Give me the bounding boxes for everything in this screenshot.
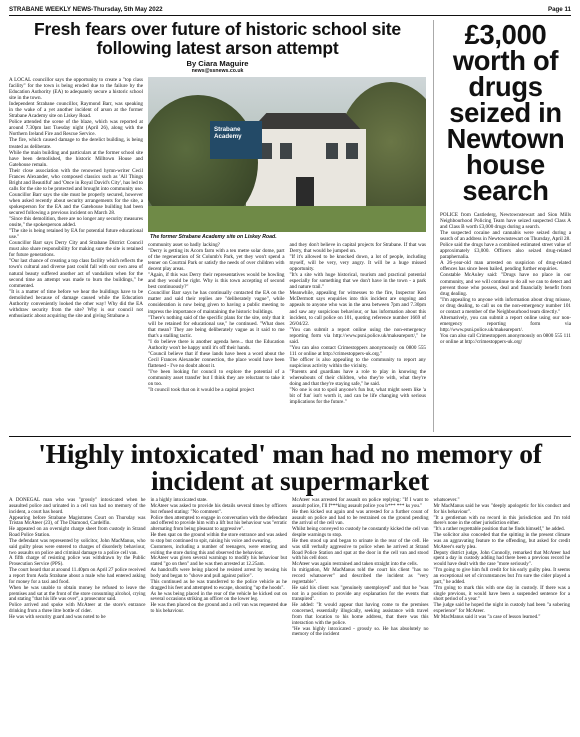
paragraph: Customers, including a number of teenagers, were entering and exiting the store during this and observed the behaviour.: [150, 543, 287, 556]
paragraph: He added: "It would appear that having come to the premises concerned, essentially illogically, seeking assistance with travel from that location to his home address, that there was this interaction with the police.: [292, 602, 429, 626]
paragraph: "There's nothing said of the specific plans for the site, only that it will be retained for educational use," he continued. "What does that mean? They are being deliberately vague as it said to me that's a stalling tactic.: [148, 314, 285, 339]
story3-column-4: [434, 498, 571, 638]
window: [346, 143, 358, 159]
door: [296, 177, 314, 207]
paragraph: "I do believe there is another agenda here... that the Education Authority won't be happy until it's off their hands.: [148, 338, 285, 351]
paragraph: Councillor Barr says Derry City and Strabane District Council must also share responsibility for making sure the site is retained for future generations.: [9, 240, 143, 259]
story3-column-2: [151, 498, 288, 638]
paragraph: "Council believe that if these lands have been a word about the Cecil Frances Alexander connection, the place would have been flattened - I've no doubt about it.: [148, 350, 285, 369]
paragraph: POLICE from Castlederg, Newtownstewart and Sion Mills Neighbourhood Policing Team have seized suspected Class A and Class B worth £3,000 drugs during a search.: [440, 212, 571, 231]
paragraph: The suspected cocaine and cannabis were seized during a search of an address in Newtownstewart on Thursday, April 28.: [440, 230, 571, 243]
paragraph: "It's a site with huge historical, tourism and practical potential especially for something that we don't have in the town - a park and nature trail.": [289, 272, 426, 291]
paragraph: "He was highly intoxicated - grossly so. He has absolutely no memory of the incident: [292, 625, 429, 638]
paragraph: The officer is also appealing to the community to report any suspicious activity within the vicinity.: [289, 356, 426, 369]
paragraph: "I'm going to give him full credit for his early guilty plea. It seems an exceptional set of circumstances but I'm sure the cider played a part," he added.: [433, 567, 570, 585]
paragraph: He was with security guard and was noted to be: [9, 613, 106, 620]
paragraph: A 26-year-old man arrested on suspicion of drug-related offences has since been bailed, pending further enquiries.: [440, 260, 571, 273]
paragraph: "It a gentleman with no record in this jurisdiction and I'm told there's none in the other jurisdiction either.: [433, 514, 570, 527]
paragraph: He said his client was "genuinely unemployed" and that he "was not in a position to provide any explanation for the events that transpired".: [292, 584, 429, 603]
paragraph: Police attended the scene of the blaze, which was reported at around 7.30pm last Tuesday night (April 26), along with the Northern Ireland Fire and Rescue Service.: [9, 119, 143, 138]
paragraph: While the main building and particulars at the former school site have been demolished, the historic Milltown House and Gatehouse remain.: [9, 149, 143, 168]
byline-email: news@ssnews.co.uk: [191, 68, 244, 74]
paragraph: Their close association with the renowned hymn-writer Cecil Frances Alexander, who composed classics such as 'All Things Bright and Beautiful' and 'Once in Royal David's City', has led to calls for the site to be protected and brought into community use.: [9, 167, 143, 192]
paragraph: "It's a rather regrettable position that he finds himself," he added.: [433, 526, 565, 533]
page-number: Page 11: [547, 6, 571, 13]
lawn: [148, 206, 426, 232]
window: [326, 143, 338, 159]
paragraph: "It council took that on it would be a capital project: [148, 387, 255, 394]
paragraph: in a highly intoxicated state.: [150, 497, 208, 503]
paragraph: A LOCAL councillor says the opportunity to create a "top class facility" for the town is being eroded due to the failure by the Education Authority (EA) to adequately secure a historic school site in the town.: [9, 77, 143, 102]
paragraph: "Again, if this was Derry their representatives would be howling and they would be right. Why is this town accepting of second best continuously?": [148, 272, 285, 291]
paragraph: "Parents and guardians have a role to play in knowing the whereabouts of their children, who they're with, what they're doing and that they're staying safe," he said.: [289, 368, 426, 388]
story1-column-2: [148, 242, 285, 405]
story-intoxicated-man: [9, 436, 571, 638]
paragraph: McAteer was arrested for assault on police replying: "If I want to assault police, I'll f***king assault police you b*** *** ks you.": [292, 497, 429, 509]
paragraph: McAteer was asked to provide his details several times by officers but refused stating: "No comment".: [150, 502, 287, 515]
paragraph: "The site is being retained by EA for potential future educational use.": [9, 228, 143, 241]
paragraph: "Since this demolition, there are no longer any security measures onsite," the spokesperson added.: [9, 216, 143, 229]
paragraph: McAteer was given several warnings to modify his behaviour but stated "go on then" and he was then arrested at 12.25am.: [150, 555, 287, 568]
masthead: STRABANE WEEKLY NEWS-Thursday, 5th May 2022: [9, 6, 163, 13]
story3-column-3: [292, 498, 429, 638]
window: [280, 143, 292, 159]
paragraph: He then kicked out again and was arrested for a further count of assault on police and had to be restrained on the ground pending the arrival of the cell van.: [292, 508, 429, 527]
paragraph: The fire, which caused damage to the derelict building, is being treated as deliberate.: [9, 137, 143, 150]
paragraph: Mr MacManus said it was "a case of lesson learned.": [433, 613, 541, 620]
paragraph: He appeared on an overnight charge sheet from custody in Strand Road Police Station.: [9, 526, 146, 539]
paragraph: Independent Strabane councillor, Raymond Barr, was speaking in the wake of a yet another incident of arson at the former Strabane Academy site on Liskey Road.: [9, 101, 143, 120]
story-drugs-seized: [433, 20, 571, 432]
story2-column: [440, 212, 571, 345]
paragraph: The solicitor also conceded that the spitting in the present climate was an aggravating feature to the offending, but asked for credit McAteer's early plea.: [433, 532, 570, 550]
paragraph: He then spat on the ground within the store entrance and was asked to stop but continued to spit, raising his voice and swearing.: [150, 532, 287, 544]
story1-column-3: [290, 242, 427, 405]
paragraph: "No one is out to spoil anyone's fun but, what might seem like 'a bit of fun' isn't worth it, and can be life changing with serious implications for the future.": [289, 387, 426, 406]
paragraph: You can also call Crimestoppers anonymously on 0800 555 111 or online at http://crimestoppers-uk.org/: [440, 332, 571, 345]
school-sign: Strabane Academy: [210, 121, 262, 159]
paragraph: Councillor Barr says he has continually contacted the EA on the matter and said their replies are "deliberately vague", while consideration is now being given to having a public meeting to impress the importance of maintaining the historic buildings.: [148, 290, 285, 315]
headline-drugs: £3,000 worth of drugs seized in Newtown house search: [446, 19, 565, 206]
paragraph: He was then placed on the ground and a cell van was requested due to his behaviour.: [150, 602, 287, 615]
paragraph: "I've been looking for council to explore the potential of a community asset transfer but I think they are reluctant to take it on too.: [148, 368, 285, 388]
paragraph: "Our last chance of creating a top class facility which reflects the town's cultural and diverse past could fall with our own area of natural beauty suffered another act of vandalism when for the second time an attempt was made to burn the buildings," he commented.: [9, 258, 143, 289]
paragraph: When he was unable to obtain money he refused to leave the premises and sat at the front of the store consuming alcohol, crying and stating "that his life was over", a prosecutor said.: [9, 584, 146, 603]
paragraph: He then stood up and began to urinate in the rear of the cell. He was still verbally aggressive to police when he arrived at Strand Road Police Station and spat at the door in the cell van and stood with his cell door.: [292, 537, 429, 562]
paragraph: Councillor Barr says the site must be properly secured, however when asked recently about security arrangements for the site, a spokesperson for the EA and the Gatehouse building had been secured following a previous incident on March 28.: [9, 191, 143, 217]
paragraph: The defendant was represented by solicitor, John MacManus, who said guilty pleas were entered to charges of disorderly behaviour, two assaults on police and criminal damage to a police cell van.: [9, 537, 146, 556]
paragraph: In mitigation, Mr MacManus told the court his client "has no record whatsoever" and described the incident as "very regrettable".: [292, 567, 429, 585]
paragraph: As handcuffs were being placed he resisted arrest by tensing his body and began to "shove and pull against police".: [150, 567, 287, 579]
paragraph: A DONEGAL man who was "grossly" intoxicated when he assaulted police and urinated in a cell van had no memory of the incident, a court has heard.: [9, 497, 146, 515]
paragraph: Deputy district judge, John Connolly, remarked that McAteer had spent a day in custody adding had there been a previous record he would have dealt with the case "more seriously".: [433, 549, 570, 568]
paragraph: "Derry is getting its Acorn farm with a ten metre solar dome, part of the regeneration of St Columb's Park, yet they won't spend a tenner on Courtrai Park or satisfy the needs of over children with decent play areas.: [148, 248, 285, 273]
story1-column-1: [9, 77, 143, 405]
headline-intoxicated: 'Highly intoxicated' man had no memory of incident at supermarket: [38, 438, 542, 496]
paragraph: Police said the drugs have a combined estimated street value of approximately £3,000. Officers also seized drug-related paraphernalia.: [440, 242, 571, 261]
paragraph: "I'm appealing to anyone with information about drug misuse, or drug dealing, to call us on the non-emergency number 101 or contact a member of the Neighbourhood team directly.": [440, 296, 571, 315]
paragraph: Appearing before Strabane Magistrates Court on Thursday was Tristan McAteer (23), of The Diamond, Cardelfin.: [9, 514, 146, 527]
paragraph: The judge said he hoped the night in custody had been "a sobering experience" for McAteer.: [433, 602, 570, 615]
story-school-site: [9, 20, 426, 432]
paragraph: Mr MacManus said he was "deeply apologetic for his conduct and for his behaviour".: [433, 502, 570, 515]
paragraph: As he was being placed in the rear of the vehicle he kicked out on several occasions striking an officer on the lower leg.: [150, 590, 287, 603]
paragraph: A fifth charge of resisting police was withdrawn by the Public Prosecution Service (PPS).: [9, 555, 146, 568]
headline-school: Fresh fears over future of historic school site following latest arson attempt: [34, 19, 401, 58]
paragraph: This continued as he was transferred to the police vehicle as he dragged his feet and attempted to escape, shouting "up the hoods".: [150, 578, 287, 591]
paragraph: and they don't believe in capital projects for Strabane. If that was Derry, that would be jumped on.: [289, 242, 426, 255]
paragraph: "You can submit a report online using the non-emergency reporting form via http://www.psni.police.uk/makeareport/," he said.: [289, 326, 426, 345]
page-header: [9, 5, 571, 16]
paragraph: The court heard that at around 11.40pm on April 27 police received a report from Asda Strabane about a male who had entered asking for money for a taxi and food.: [9, 567, 146, 585]
story3-column-1: [9, 498, 146, 638]
paragraph: Constable McAuley said: "Drugs have no place in our community, and we will continue to do all we can to detect and prevent those who possess, deal and financially benefit from drug dealing.: [440, 272, 571, 297]
paragraph: "I'm going to mark this with one day in custody. If there was a single previous, it would have been a suspended sentence for a short period of a year.": [433, 584, 570, 603]
paragraph: Police then attempted to engage in conversation with the defendant and offered to provide him with a lift but his behaviour was "erratic alternating from being pleasant to aggressive".: [150, 514, 288, 533]
byline: By Ciara Maguire: [186, 59, 249, 68]
school-photo: [148, 77, 426, 232]
paragraph: "You can also contact Crimestoppers anonymously on 0800 555 111 or online at http://crimestoppers-uk.org.": [289, 344, 426, 357]
paragraph: Whilst being conveyed to custody he constantly kicked the cell van despite warnings to stop.: [292, 526, 429, 539]
paragraph: Meanwhile, appealing for witnesses to the fire, Inspector Ken McDermott says enquiries into this incident are ongoing and appeals to anyone who was in the area between 7pm and 7.30pm and saw any suspicious behaviour, or has information about this incident, to call police on 101, quoting reference number 1669 of 26/04/22.: [289, 290, 426, 327]
paragraph: whatsoever.": [433, 497, 460, 503]
photo-caption: The former Strabane Academy site on Liskey Road.: [150, 234, 277, 240]
paragraph: Alternatively, you can submit a report online using our non-emergency reporting form via http://www.psni.police.uk/makeareport/.: [440, 314, 571, 333]
paragraph: "It is a matter of time before we hear the buildings have to be demolished because of damage caused while the Education Authority conveniently looked the other way! Why did the EA withdraw security from the site? Why is our council not enthusiastic about acquiring the site and giving Strabane a: [9, 288, 143, 319]
paragraph: McAteer was again restrained and taken straight into the cells.: [292, 561, 418, 568]
paragraph: Police arrived and spoke with McAteer at the store's entrance drinking from a three litre bottle of cider.: [9, 602, 146, 615]
paragraph: "If it's allowed to be knocked down, a lot of people, including myself, will be very, very angry. It will be a huge missed opportunity.: [289, 254, 426, 273]
paragraph: community asset so badly lacking?: [148, 242, 220, 248]
